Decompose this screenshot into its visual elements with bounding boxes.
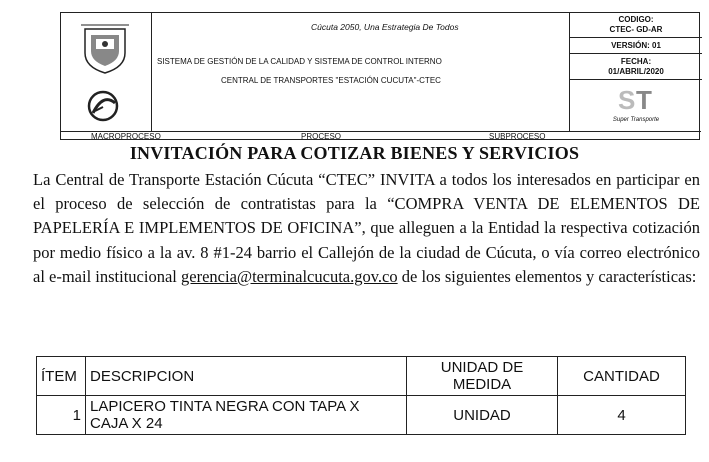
row-unit: UNIDAD — [407, 396, 558, 435]
date-value: 01/ABRIL/2020 — [608, 67, 664, 76]
paragraph-text-after: de los siguientes elementos y características: — [397, 266, 697, 286]
svg-text:S: S — [618, 85, 636, 115]
system-line: SISTEMA DE GESTIÓN DE LA CALIDAD Y SISTEMA DE CONTROL INTERNO — [157, 57, 442, 66]
subproceso-label: SUBPROCESO — [489, 132, 546, 141]
table-header-row — [37, 357, 686, 396]
row-quantity: 4 — [558, 396, 686, 435]
email-link[interactable]: gerencia@terminalcucuta.gov.co — [181, 266, 398, 286]
header-description: DESCRIPCION — [86, 357, 407, 396]
row-item: 1 — [37, 396, 86, 435]
header-unit: UNIDAD DE MEDIDA — [407, 357, 558, 396]
invitation-paragraph — [33, 168, 700, 289]
document-title: INVITACIÓN PARA COTIZAR BIENES Y SERVICIOS — [129, 143, 580, 163]
ctec-logo-icon — [85, 89, 125, 123]
document-header — [60, 12, 700, 140]
code-value: CTEC- GD-AR — [609, 25, 663, 34]
slogan: Cúcuta 2050, Una Estrategia De Todos — [311, 22, 459, 32]
svg-text:T: T — [636, 85, 652, 115]
items-table — [36, 356, 686, 435]
document-control-column — [569, 13, 702, 131]
header-item: ÍTEM — [37, 357, 86, 396]
logo-column — [61, 13, 152, 131]
version-label: VERSIÓN: 01 — [611, 41, 661, 50]
row-description: LAPICERO TINTA NEGRA CON TAPA X CAJA X 24 — [86, 396, 407, 435]
logo-caption: Super Transporte — [612, 117, 660, 123]
process-row — [61, 131, 701, 142]
supertransporte-logo-icon — [570, 81, 702, 121]
header-quantity: CANTIDAD — [558, 357, 686, 396]
code-label: CODIGO: — [618, 15, 654, 24]
paragraph-text-before: La Central de Transporte Estación Cúcuta “CTEC” INVITA a todos los interesados en participar en el proceso de selección de contratistas para la “COMPRA VENTA DE ELEMENTOS DE PAPELERÍA E IMPLEMENTOS DE OFICINA”, que alleguen a la Entidad la respectiva cotización por medio físico a la av. 8 #1-24 barrio el Callejón de la ciudad de Cúcuta, o vía correo electrónico al e-mail institucional — [33, 170, 700, 286]
table-row — [37, 396, 686, 435]
macroproceso-label: MACROPROCESO — [91, 132, 161, 141]
date-label: FECHA: — [620, 57, 652, 66]
proceso-label: PROCESO — [301, 132, 342, 141]
central-line: CENTRAL DE TRANSPORTES "ESTACIÓN CUCUTA"-CTEC — [221, 76, 441, 85]
